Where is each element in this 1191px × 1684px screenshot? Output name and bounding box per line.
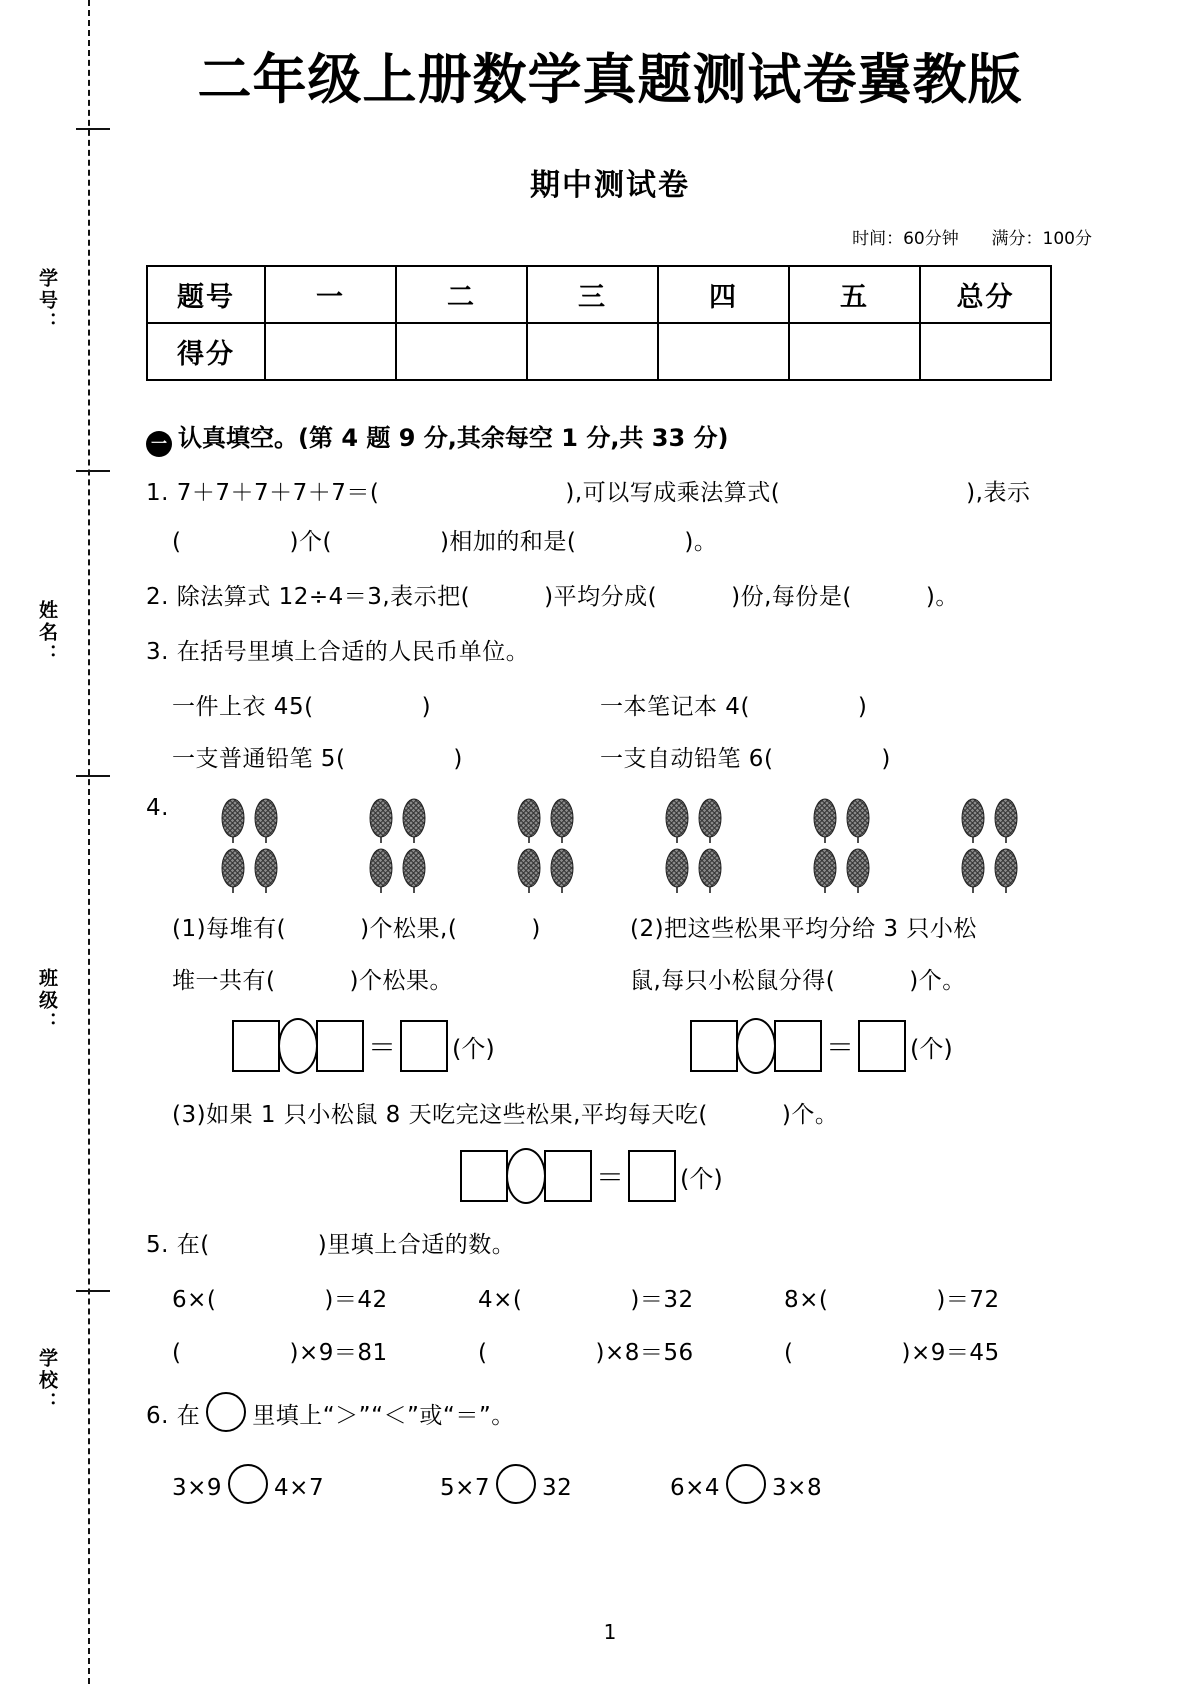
compare-answer-circle-2[interactable] bbox=[496, 1464, 536, 1504]
q1-part-b: ),可以写成乘法算式( bbox=[565, 480, 781, 506]
pinecone-icon bbox=[549, 848, 575, 894]
q5-r2-i1-right: )×9＝81 bbox=[289, 1340, 388, 1366]
question-4-sub1-line1 bbox=[172, 910, 541, 943]
question-6-comparison-1 bbox=[172, 1464, 324, 1504]
answer-box-operand-3[interactable] bbox=[690, 1020, 738, 1072]
q6-c3-right: 3×8 bbox=[772, 1475, 823, 1501]
question-6-title bbox=[146, 1392, 515, 1432]
equals-sign-3: ＝ bbox=[596, 1161, 625, 1194]
pinecone-icon bbox=[664, 848, 690, 894]
compare-answer-circle-3[interactable] bbox=[726, 1464, 766, 1504]
equals-sign-2: ＝ bbox=[826, 1031, 855, 1064]
q3-item-3-close: ) bbox=[453, 746, 463, 772]
q5-title-a: 5. 在( bbox=[146, 1232, 210, 1258]
seal-label-class: 班级： bbox=[36, 968, 58, 1034]
q3-item-4-close: ) bbox=[881, 746, 891, 772]
pinecone-icon bbox=[368, 798, 394, 844]
pinecone-icon bbox=[993, 798, 1019, 844]
q6-c1-left: 3×9 bbox=[172, 1475, 223, 1501]
q6-c2-left: 5×7 bbox=[440, 1475, 491, 1501]
answer-unit-2: (个) bbox=[910, 1034, 953, 1063]
q5-r2-i2-left: ( bbox=[478, 1340, 488, 1366]
answer-unit-3: (个) bbox=[680, 1164, 723, 1193]
q2-part-a: 2. 除法算式 12÷4＝3,表示把( bbox=[146, 584, 471, 610]
score-table bbox=[146, 265, 1052, 381]
page-subtitle: 期中测试卷 bbox=[530, 168, 690, 203]
seal-label-school: 学校： bbox=[36, 1348, 58, 1414]
q4-s1-b: )个松果,( bbox=[360, 916, 458, 942]
answer-box-result-3[interactable] bbox=[628, 1150, 676, 1202]
pinecone-icon bbox=[960, 798, 986, 844]
seal-tick-2 bbox=[76, 470, 110, 472]
seal-tick-1 bbox=[76, 128, 110, 130]
q1-part-c: ),表示 bbox=[966, 480, 1031, 506]
q3-item-2-close: ) bbox=[857, 694, 868, 720]
table-row-score bbox=[147, 323, 1051, 380]
q4-s3-a: (3)如果 1 只小松鼠 8 天吃完这些松果,平均每天吃( bbox=[172, 1102, 708, 1128]
section-heading-one bbox=[146, 418, 729, 457]
q2-part-c: )份,每份是( bbox=[731, 584, 852, 610]
q1-line2-d: )。 bbox=[684, 529, 718, 555]
q2-part-b: )平均分成( bbox=[544, 584, 658, 610]
exam-time-label: 时间：60分钟 bbox=[852, 229, 959, 249]
q4-s2-b: )个。 bbox=[909, 968, 966, 994]
pinecone-icon bbox=[401, 848, 427, 894]
q4-s3-b: )个。 bbox=[781, 1102, 839, 1128]
q5-r1-i2-left: 4×( bbox=[478, 1287, 523, 1313]
q5-r1-i1-left: 6×( bbox=[172, 1287, 217, 1313]
question-3-item-1 bbox=[172, 688, 431, 721]
answer-box-operand-6[interactable] bbox=[544, 1150, 592, 1202]
pinecone-icon bbox=[697, 798, 723, 844]
section-bullet-icon: 一 bbox=[146, 431, 172, 457]
question-1-line-1 bbox=[146, 474, 1030, 507]
q3-item-1-label: 一件上衣 45( bbox=[172, 694, 314, 720]
question-4-sub1-line2 bbox=[172, 962, 453, 995]
compare-circle-icon bbox=[206, 1392, 246, 1432]
pinecone-icon bbox=[220, 798, 246, 844]
question-4-number: 4. bbox=[146, 795, 169, 821]
question-5-row-1-item-2 bbox=[478, 1281, 694, 1314]
q1-part-a: 1. 7＋7＋7＋7＋7＝( bbox=[146, 480, 380, 506]
answer-box-operand-5[interactable] bbox=[460, 1150, 508, 1202]
pinecone-icon bbox=[549, 798, 575, 844]
pinecone-icon bbox=[516, 848, 542, 894]
score-cell-2[interactable] bbox=[396, 323, 527, 380]
q5-r1-i3-left: 8×( bbox=[784, 1287, 829, 1313]
pinecone-icon bbox=[368, 848, 394, 894]
question-2 bbox=[146, 578, 959, 611]
question-3-item-4 bbox=[600, 740, 891, 773]
question-3-item-2 bbox=[600, 688, 867, 721]
pinecone-icon bbox=[812, 798, 838, 844]
answer-boxes-sub1 bbox=[232, 1018, 495, 1074]
question-5-row-2-item-2 bbox=[478, 1334, 694, 1367]
question-4-sub2-line1: (2)把这些松果平均分给 3 只小松 bbox=[630, 916, 977, 942]
pinecone-group bbox=[812, 798, 910, 898]
seal-label-column bbox=[20, 0, 84, 1684]
score-cell-6[interactable] bbox=[920, 323, 1051, 380]
q4-s1-c: ) bbox=[531, 916, 541, 942]
q4-s1-e: )个松果。 bbox=[349, 968, 453, 994]
score-table-header-5: 五 bbox=[789, 266, 920, 323]
score-table-header-3: 三 bbox=[527, 266, 658, 323]
q6-c3-left: 6×4 bbox=[670, 1475, 721, 1501]
pinecone-group bbox=[516, 798, 614, 898]
pinecone-icon bbox=[401, 798, 427, 844]
q3-item-4-label: 一支自动铅笔 6( bbox=[600, 746, 774, 772]
question-6-comparison-3 bbox=[670, 1464, 822, 1504]
score-table-header-0: 题号 bbox=[147, 266, 265, 323]
pinecone-icon bbox=[220, 848, 246, 894]
score-table-header-4: 四 bbox=[658, 266, 789, 323]
equals-sign-1: ＝ bbox=[368, 1031, 397, 1064]
score-table-header-1: 一 bbox=[265, 266, 396, 323]
q5-r1-i3-right: )＝72 bbox=[936, 1287, 1000, 1313]
q5-r2-i2-right: )×8＝56 bbox=[595, 1340, 694, 1366]
score-cell-3[interactable] bbox=[527, 323, 658, 380]
q6-title-b: 里填上“＞”“＜”或“＝”。 bbox=[252, 1403, 515, 1429]
question-5-row-2-item-3 bbox=[784, 1334, 1000, 1367]
q5-title-b: )里填上合适的数。 bbox=[317, 1232, 516, 1258]
pinecone-icon bbox=[664, 798, 690, 844]
answer-boxes-sub2 bbox=[690, 1018, 953, 1074]
question-4-sub3 bbox=[172, 1096, 838, 1129]
question-1-line-2 bbox=[172, 523, 717, 556]
score-cell-1[interactable] bbox=[265, 323, 396, 380]
seal-label-student-id: 学号： bbox=[36, 268, 58, 334]
section-heading-text: 认真填空。(第 4 题 9 分,其余每空 1 分,共 33 分) bbox=[178, 424, 729, 452]
q4-s2-a: 鼠,每只小松鼠分得( bbox=[630, 968, 836, 994]
question-5-row-1-item-3 bbox=[784, 1281, 1000, 1314]
answer-circle-operator-2[interactable] bbox=[736, 1018, 776, 1074]
q6-c2-right: 32 bbox=[542, 1475, 573, 1501]
pinecone-illustration bbox=[220, 798, 1080, 898]
seal-tick-4 bbox=[76, 1290, 110, 1292]
pinecone-icon bbox=[697, 848, 723, 894]
q5-r2-i3-left: ( bbox=[784, 1340, 794, 1366]
q1-line2-b: )个( bbox=[289, 529, 332, 555]
answer-circle-operator-1[interactable] bbox=[278, 1018, 318, 1074]
pinecone-icon bbox=[516, 798, 542, 844]
q1-line2-a: ( bbox=[172, 529, 182, 555]
pinecone-group bbox=[220, 798, 318, 898]
q5-r2-i3-right: )×9＝45 bbox=[901, 1340, 1000, 1366]
pinecone-icon bbox=[812, 848, 838, 894]
pinecone-group bbox=[368, 798, 466, 898]
question-3-item-3 bbox=[172, 740, 463, 773]
q4-s1-a: (1)每堆有( bbox=[172, 916, 287, 942]
q5-r1-i1-right: )＝42 bbox=[324, 1287, 388, 1313]
question-3-title: 3. 在括号里填上合适的人民币单位。 bbox=[146, 639, 530, 665]
pinecone-icon bbox=[960, 848, 986, 894]
page-title: 二年级上册数学真题测试卷冀教版 bbox=[197, 48, 1023, 111]
score-cell-4[interactable] bbox=[658, 323, 789, 380]
seal-label-name: 姓名： bbox=[36, 600, 58, 666]
question-5-row-1-item-1 bbox=[172, 1281, 388, 1314]
q3-item-2-label: 一本笔记本 4( bbox=[600, 694, 750, 720]
pinecone-icon bbox=[253, 848, 279, 894]
q2-part-d: )。 bbox=[925, 584, 959, 610]
answer-circle-operator-3[interactable] bbox=[506, 1148, 546, 1204]
seal-tick-3 bbox=[76, 775, 110, 777]
q3-item-3-label: 一支普通铅笔 5( bbox=[172, 746, 346, 772]
answer-unit-1: (个) bbox=[452, 1034, 495, 1063]
pinecone-group bbox=[960, 798, 1058, 898]
answer-box-operand-4[interactable] bbox=[774, 1020, 822, 1072]
compare-answer-circle-1[interactable] bbox=[228, 1464, 268, 1504]
pinecone-icon bbox=[993, 848, 1019, 894]
pinecone-icon bbox=[845, 798, 871, 844]
score-cell-5[interactable] bbox=[789, 323, 920, 380]
q6-c1-right: 4×7 bbox=[274, 1475, 325, 1501]
q6-title-a: 6. 在 bbox=[146, 1403, 201, 1429]
exam-page bbox=[110, 0, 1110, 1684]
question-5-row-2-item-1 bbox=[172, 1334, 388, 1367]
answer-box-result-1[interactable] bbox=[400, 1020, 448, 1072]
exam-meta bbox=[852, 224, 1092, 249]
question-5-title bbox=[146, 1226, 515, 1259]
answer-box-operand-2[interactable] bbox=[316, 1020, 364, 1072]
q1-line2-c: )相加的和是( bbox=[439, 529, 577, 555]
question-6-comparison-2 bbox=[440, 1464, 572, 1504]
exam-total-score-label: 满分：100分 bbox=[991, 229, 1092, 249]
answer-boxes-sub3 bbox=[460, 1148, 723, 1204]
q4-s1-d: 堆一共有( bbox=[172, 968, 276, 994]
score-table-row-label: 得分 bbox=[147, 323, 265, 380]
score-table-header-6: 总分 bbox=[920, 266, 1051, 323]
pinecone-icon bbox=[845, 848, 871, 894]
seal-dashed-line bbox=[88, 0, 90, 1684]
score-table-header-2: 二 bbox=[396, 266, 527, 323]
answer-box-operand-1[interactable] bbox=[232, 1020, 280, 1072]
question-4-sub2-line2 bbox=[630, 962, 966, 995]
pinecone-group bbox=[664, 798, 762, 898]
q3-item-1-close: ) bbox=[421, 694, 432, 720]
page-number: 1 bbox=[603, 1620, 617, 1644]
pinecone-icon bbox=[253, 798, 279, 844]
answer-box-result-2[interactable] bbox=[858, 1020, 906, 1072]
q5-r1-i2-right: )＝32 bbox=[630, 1287, 694, 1313]
q5-r2-i1-left: ( bbox=[172, 1340, 182, 1366]
table-row-header bbox=[147, 266, 1051, 323]
